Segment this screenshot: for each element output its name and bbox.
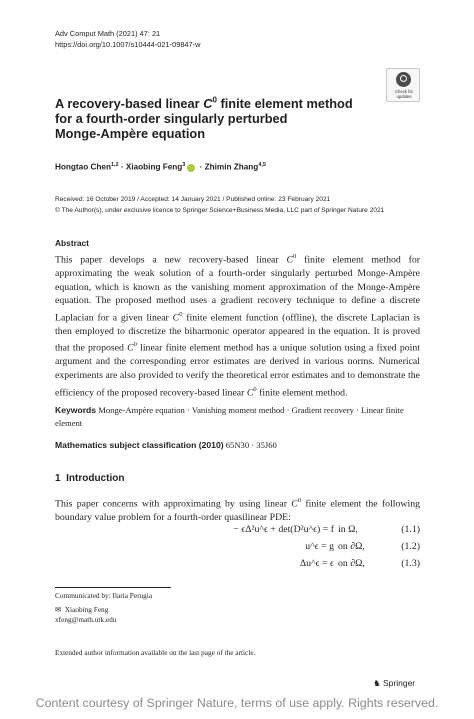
springer-horse-icon: ♞ bbox=[373, 678, 381, 688]
contact-name: Xiaobing Feng bbox=[64, 605, 109, 614]
check-updates-icon bbox=[396, 72, 411, 87]
equation-lhs: Δu^ϵ = ϵ bbox=[299, 558, 334, 569]
keywords: Keywords Monge-Ampère equation · Vanishing moment method · Gradient recovery · Linear finite element bbox=[55, 405, 404, 428]
subject-classification: Mathematics subject classification (2010) 65N30 · 35J60 bbox=[55, 440, 277, 450]
equation-lhs: − ϵΔ²u^ϵ + det(D²u^ϵ) = f bbox=[233, 524, 334, 535]
author-name[interactable]: Xiaobing Feng bbox=[125, 162, 183, 172]
article-history bbox=[55, 194, 384, 216]
abstract-text: This paper develops a new recovery-based linear $C^0$ finite element method for approximating the weak solution of a fourth-order singularly perturbed Monge-Ampère equation, which is known as the vanishing moment approximation of the Monge-Ampère equation. The proposed method uses a gradient recovery technique to define a discrete Laplacian for a given linear $C^0$ finite element function (offline), the discrete Laplacian is then employed to discretize the biharmonic operator appeared in the equation. It is proved that the proposed $C^0$ linear finite element method has a unique solution using a fixed point argument and the corresponding error estimates are derived in various norms. Numerical experiments are also provided to verify the theoretical error estimates and to demonstrate the efficiency of the proposed recovery-based linear $C^0$ finite element method. bbox=[55, 253, 420, 398]
orcid-icon[interactable] bbox=[187, 164, 195, 172]
section-heading: 1 Introduction bbox=[55, 473, 125, 484]
envelope-icon: ✉ bbox=[55, 605, 62, 614]
extended-info-note: Extended author information available on the last page of the article. bbox=[55, 648, 256, 657]
equation-domain: on ∂Ω, bbox=[338, 558, 365, 569]
copyright-line: © The Author(s), under exclusive licence to Springer Science+Business Media, LLC part of Springer Nature 2021 bbox=[55, 207, 385, 214]
journal-citation: Adv Comput Math (2021) 47: 21 bbox=[55, 29, 161, 38]
author-list: Hongtao Chen$^{1,2}$ · Xiaobing Feng$^3$ · Zhimin Zhang$^{4,5}$ bbox=[55, 162, 266, 172]
received-dates: Received: 16 October 2019 / Accepted: 14 January 2021 / Published online: 23 February 2021 bbox=[55, 196, 331, 203]
courtesy-footer: Content courtesy of Springer Nature, terms of use apply. Rights reserved. bbox=[35, 696, 439, 710]
author-name[interactable]: Hongtao Chen bbox=[55, 162, 111, 172]
corresponding-author bbox=[55, 605, 116, 625]
communicated-by: Communicated by: Ilaria Perugia bbox=[55, 591, 153, 600]
check-for-updates-badge[interactable]: Check for updates bbox=[386, 68, 420, 102]
intro-paragraph: This paper concerns with approximating by using linear $C^0$ finite element the following boundary value problem for a fourth-order quasilinear PDE: bbox=[55, 497, 421, 523]
equation-domain: on ∂Ω, bbox=[338, 541, 365, 552]
contact-email[interactable]: xfeng@math.utk.edu bbox=[55, 615, 117, 624]
publisher-logo: ♞ Springer bbox=[373, 678, 416, 688]
paper-title: A recovery-based linear $C^0$ finite element method for a fourth-order singularly perturbed Monge-Ampère equation bbox=[55, 95, 353, 141]
equation-lhs: u^ϵ = g bbox=[305, 541, 334, 552]
author-name[interactable]: Zhimin Zhang bbox=[204, 162, 259, 172]
abstract-heading: Abstract bbox=[55, 238, 89, 248]
equation-number: (1.2) bbox=[401, 541, 420, 552]
journal-doi-link[interactable]: https://doi.org/10.1007/s10444-021-09847-w bbox=[55, 39, 201, 49]
equation-number: (1.1) bbox=[401, 524, 420, 535]
equation-number: (1.3) bbox=[401, 558, 420, 569]
equation-domain: in Ω, bbox=[338, 524, 358, 535]
footnote-divider bbox=[55, 587, 171, 588]
journal-header bbox=[55, 29, 200, 50]
